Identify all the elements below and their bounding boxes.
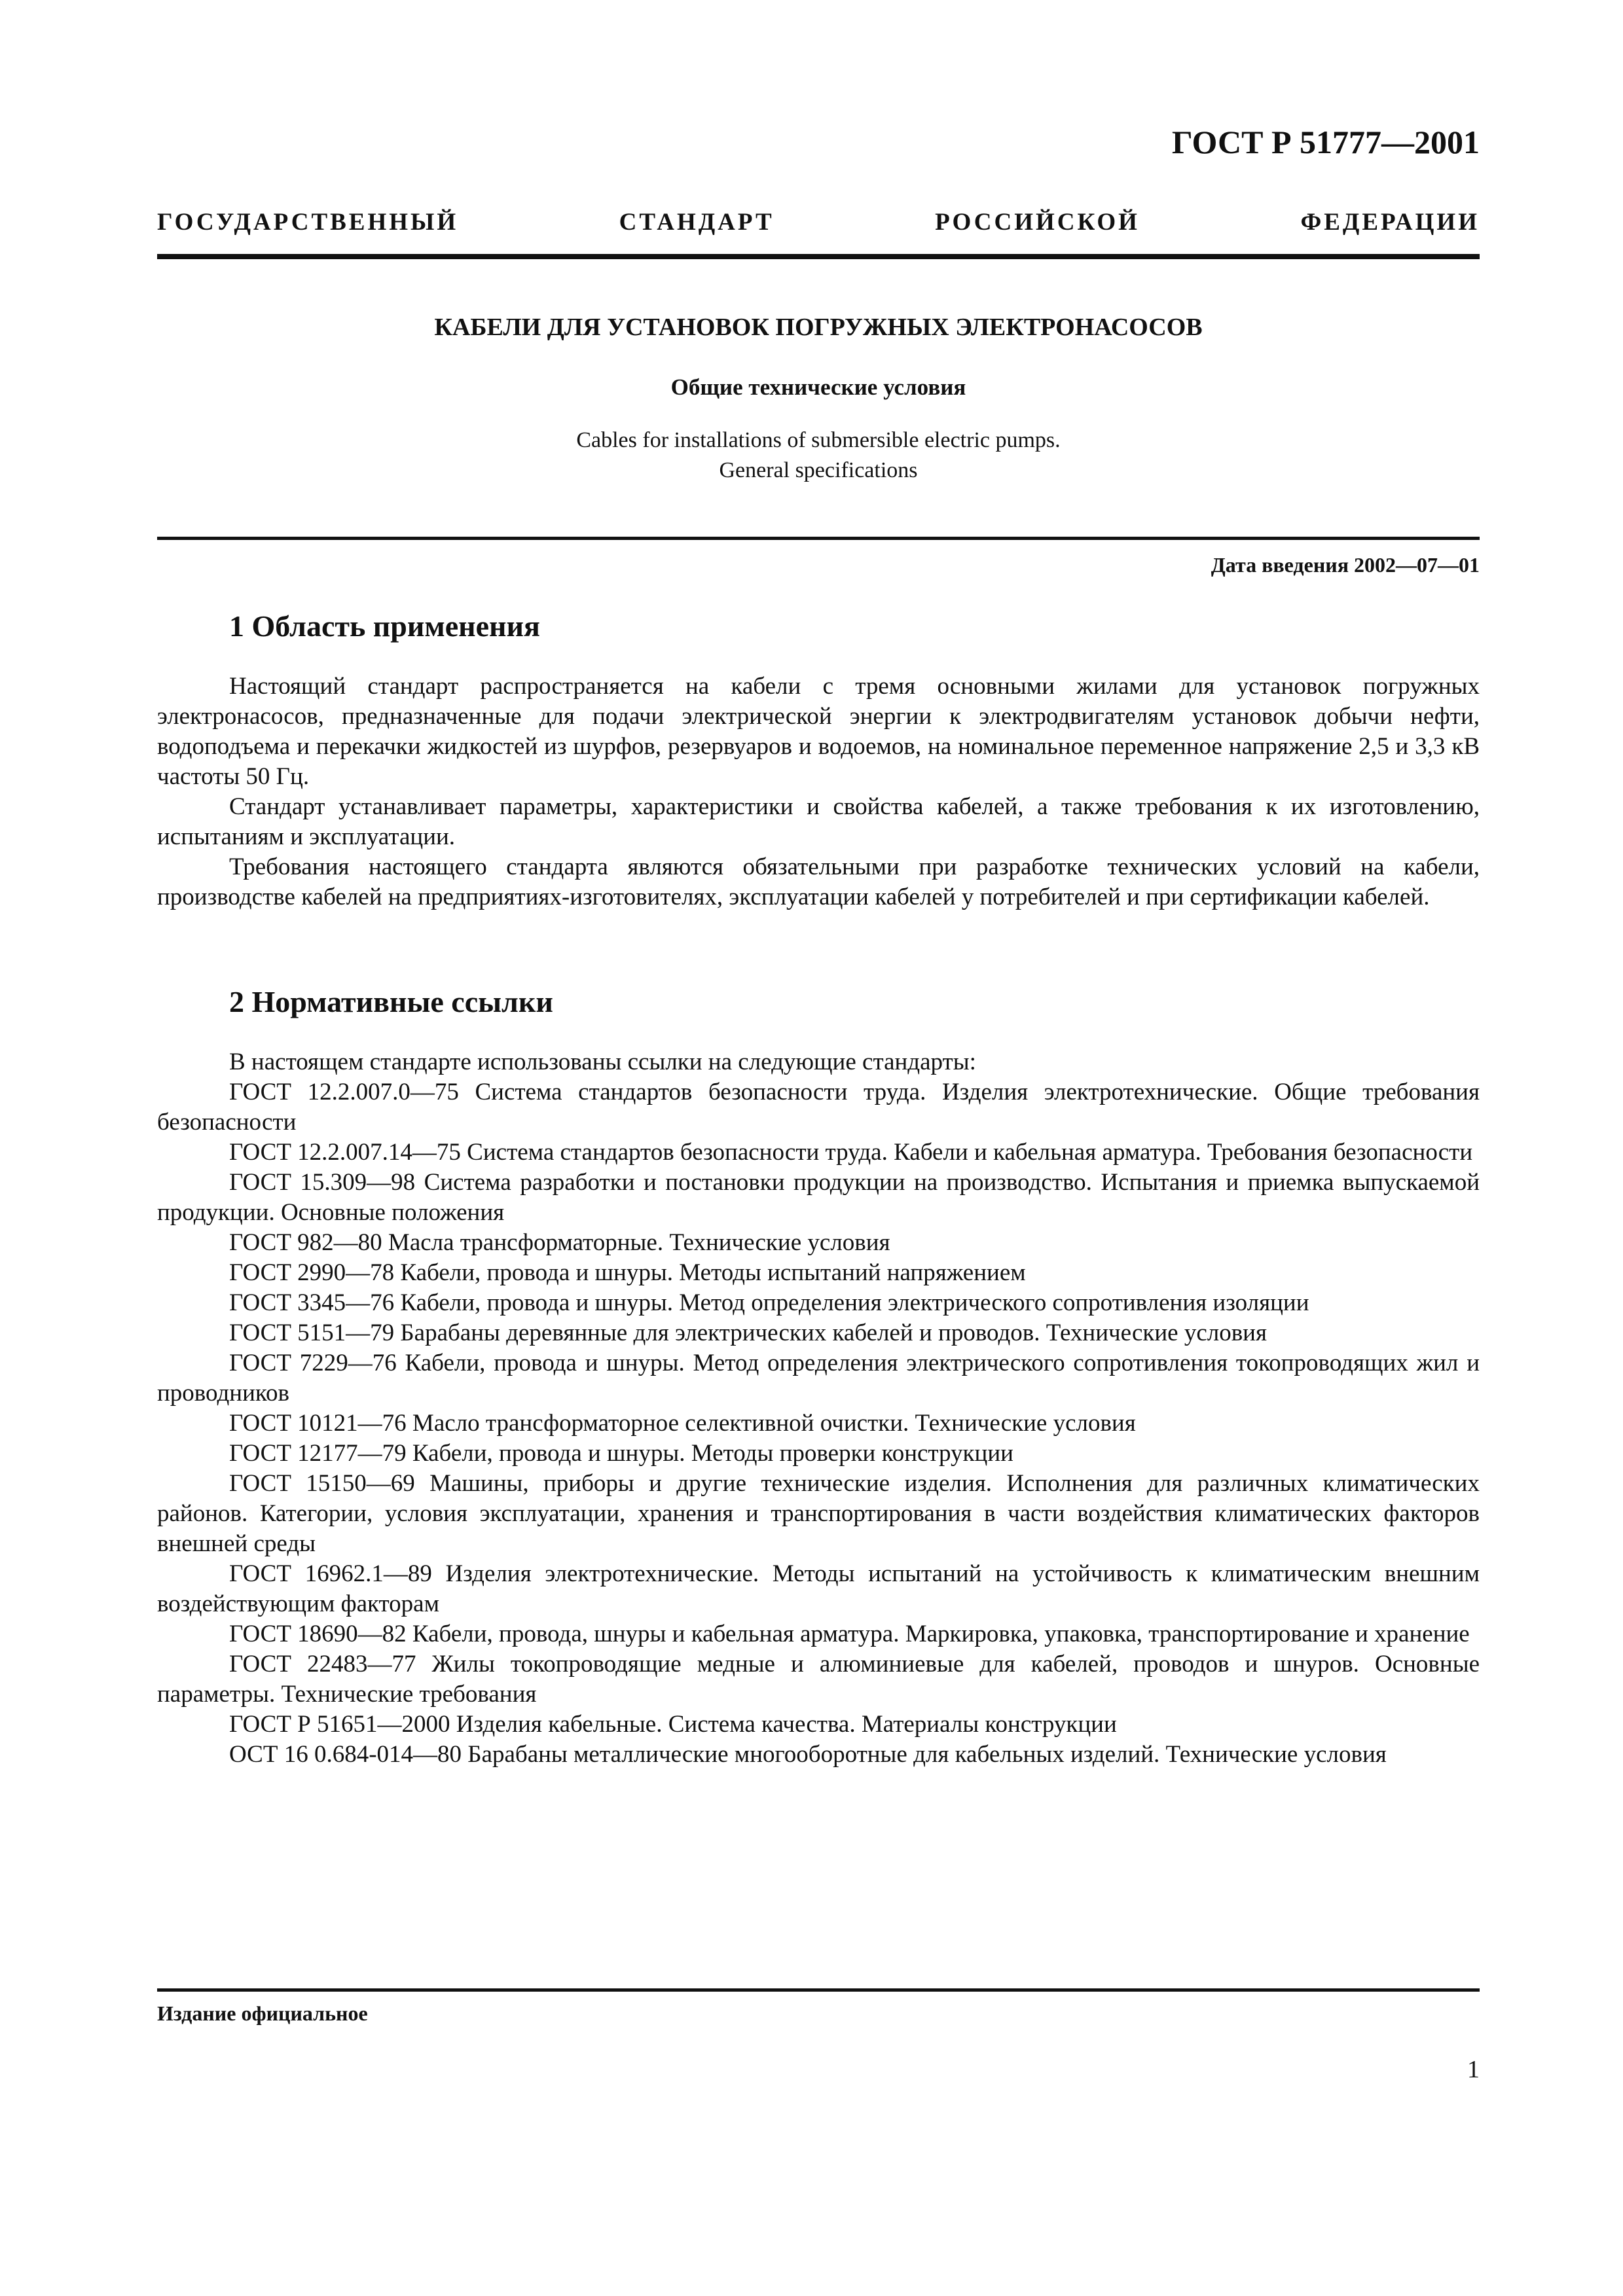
reference-item: ГОСТ 2990—78 Кабели, провода и шнуры. Методы испытаний напряжением — [229, 1259, 1026, 1286]
reference-item: ГОСТ 5151—79 Барабаны деревянные для электрических кабелей и проводов. Технические условия — [229, 1319, 1267, 1346]
reference-item: ГОСТ 12177—79 Кабели, провода и шнуры. Методы проверки конструкции — [229, 1440, 1013, 1467]
state-standard-title: ГОСУДАРСТВЕННЫЙ СТАНДАРТ РОССИЙСКОЙ ФЕДЕРАЦИИ — [157, 209, 1480, 236]
english-title-line2: General specifications — [719, 458, 918, 482]
section-1-heading: 1 Область применения — [229, 609, 540, 643]
section-2-body — [157, 1047, 1480, 1770]
reference-item: ГОСТ 12.2.007.0—75 Система стандартов безопасности труда. Изделия электротехнические. Общие требования безопасности — [157, 1079, 1480, 1136]
reference-item: ГОСТ Р 51651—2000 Изделия кабельные. Система качества. Материалы конструкции — [229, 1711, 1117, 1738]
english-title-line1: Cables for installations of submersible electric pumps. — [576, 428, 1061, 452]
reference-item: ГОСТ 16962.1—89 Изделия электротехнические. Методы испытаний на устойчивость к климатическим внешним воздействующим факторам — [157, 1560, 1480, 1617]
reference-item: ГОСТ 22483—77 Жилы токопроводящие медные и алюминиевые для кабелей, проводов и шнуров. Основные параметры. Технические требования — [157, 1651, 1480, 1708]
document-subtitle: Общие технические условия — [670, 374, 966, 400]
reference-item: ГОСТ 3345—76 Кабели, провода и шнуры. Метод определения электрического сопротивления изоляции — [229, 1289, 1309, 1316]
reference-item: ГОСТ 7229—76 Кабели, провода и шнуры. Метод определения электрического сопротивления токопроводящих жил и проводников — [157, 1350, 1480, 1407]
reference-item: ГОСТ 15.309—98 Система разработки и постановки продукции на производство. Испытания и приемка выпускаемой продукции. Основные положения — [157, 1169, 1480, 1226]
document-title: КАБЕЛИ ДЛЯ УСТАНОВОК ПОГРУЖНЫХ ЭЛЕКТРОНАСОСОВ — [434, 314, 1203, 341]
document-code: ГОСТ Р 51777—2001 — [1171, 124, 1480, 160]
section-1-body — [157, 672, 1480, 912]
reference-item: ГОСТ 12.2.007.14—75 Система стандартов безопасности труда. Кабели и кабельная арматура. Требования безопасности — [229, 1139, 1473, 1166]
section-1-paragraph: Настоящий стандарт распространяется на кабели с тремя основными жилами для установок погружных электронасосов, предназначенные для подачи электрической энергии к электродвигателям установок добычи нефти, водоподъема и перекачки жидкостей из шурфов, резервуаров и водоемов, на номинальное переменное напряжение 2,5 и 3,3 кВ частоты 50 Гц. — [157, 673, 1480, 790]
page-number: 1 — [1467, 2056, 1480, 2083]
header-divider — [157, 254, 1480, 259]
reference-item: ГОСТ 982—80 Масла трансформаторные. Технические условия — [229, 1229, 890, 1256]
english-title — [157, 425, 1480, 486]
edition-note: Издание официальное — [157, 2001, 368, 2025]
section-1-paragraph: Стандарт устанавливает параметры, характеристики и свойства кабелей, а также требования к их изготовлению, испытаниям и эксплуатации. — [157, 793, 1480, 850]
reference-item: ОСТ 16 0.684-014—80 Барабаны металлические многооборотные для кабельных изделий. Технические условия — [229, 1741, 1387, 1768]
reference-item: ГОСТ 10121—76 Масло трансформаторное селективной очистки. Технические условия — [229, 1410, 1136, 1437]
section-2-heading: 2 Нормативные ссылки — [229, 985, 553, 1018]
introduction-date: Дата введения 2002—07—01 — [1211, 553, 1480, 577]
footer-divider — [157, 1988, 1480, 1992]
reference-item: ГОСТ 18690—82 Кабели, провода, шнуры и кабельная арматура. Маркировка, упаковка, транспортирование и хранение — [229, 1621, 1470, 1647]
title-divider — [157, 537, 1480, 540]
section-2-intro: В настоящем стандарте использованы ссылки на следующие стандарты: — [229, 1049, 976, 1075]
reference-item: ГОСТ 15150—69 Машины, приборы и другие технические изделия. Исполнения для различных климатических районов. Категории, условия эксплуатации, хранения и транспортирования в части воздействия климатических факторов внешней среды — [157, 1470, 1480, 1557]
section-1-paragraph: Требования настоящего стандарта являются обязательными при разработке технических условий на кабели, производстве кабелей на предприятиях-изготовителях, эксплуатации кабелей у потребителей и при сертификации кабелей. — [157, 853, 1480, 910]
